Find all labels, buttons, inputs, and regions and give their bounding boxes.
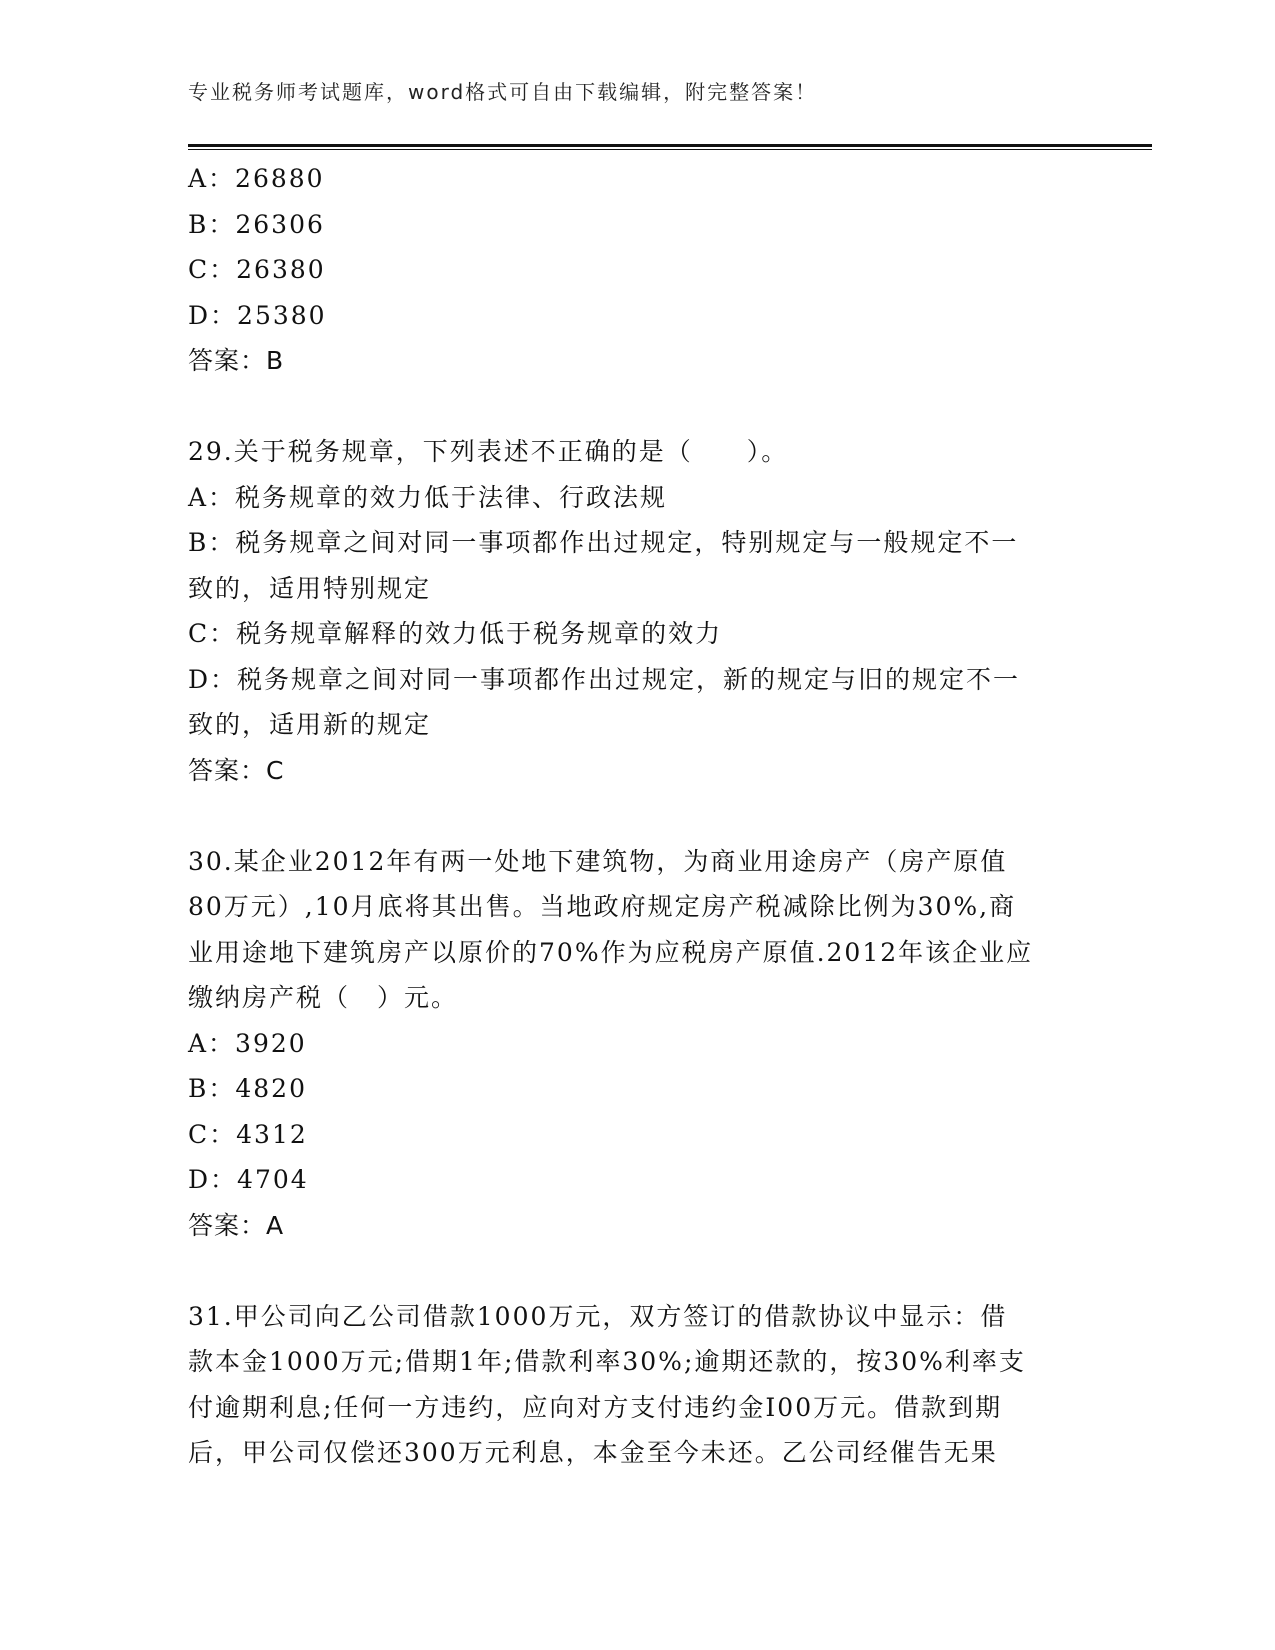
question-text: 30.某企业2012年有两一处地下建筑物，为商业用途房产（房产原值: [188, 846, 1008, 876]
option-a: A：26880: [188, 164, 325, 193]
option-d: D：25380: [188, 300, 327, 330]
option-d-cont: 致的，适用新的规定: [188, 710, 432, 739]
answer: 答案：A: [188, 1210, 285, 1240]
question-text: 80万元）,10月底将其出售。当地政府规定房产税减除比例为30%,商: [188, 892, 1017, 921]
question-text: 29.关于税务规章，下列表述不正确的是（ ）。: [188, 437, 789, 466]
option-b: B：税务规章之间对同一事项都作出过规定，特别规定与一般规定不一: [188, 528, 1019, 557]
question-29: [188, 429, 1088, 793]
question-30: [188, 839, 1088, 1249]
option-d: D：4704: [188, 1165, 309, 1194]
option-a: A：3920: [188, 1028, 307, 1058]
option-c: C：税务规章解释的效力低于税务规章的效力: [188, 619, 723, 648]
option-c: C：26380: [188, 255, 326, 284]
option-b-cont: 致的，适用特别规定: [188, 573, 432, 603]
option-c: C：4312: [188, 1119, 308, 1149]
question-31: [188, 1294, 1088, 1476]
page-header: 专业税务师考试题库，word格式可自由下载编辑，附完整答案！: [188, 80, 818, 104]
question-text: 后，甲公司仅偿还300万元利息，本金至今未还。乙公司经催告无果: [188, 1438, 998, 1467]
document-body: [188, 156, 1088, 1476]
option-b: B：26306: [188, 209, 325, 239]
option-a: A：税务规章的效力低于法律、行政法规: [188, 482, 668, 512]
answer: 答案：B: [188, 346, 285, 375]
question-text: 31.甲公司向乙公司借款1000万元，双方签订的借款协议中显示：借: [188, 1301, 1008, 1331]
question-text: 缴纳房产税（ ）元。: [188, 983, 459, 1012]
option-d: D：税务规章之间对同一事项都作出过规定，新的规定与旧的规定不一: [188, 664, 1021, 694]
question-text: 付逾期利息;任何一方违约，应向对方支付违约金I00万元。借款到期: [188, 1392, 1003, 1422]
answer: 答案：C: [188, 755, 285, 785]
question-text: 款本金1000万元;借期1年;借款利率30%;逾期还款的，按30%利率支: [188, 1347, 1026, 1376]
header-divider: [188, 144, 1152, 150]
question-text: 业用途地下建筑房产以原价的70%作为应税房产原值.2012年该企业应: [188, 937, 1034, 967]
question-28: [188, 156, 1088, 384]
option-b: B：4820: [188, 1074, 307, 1103]
